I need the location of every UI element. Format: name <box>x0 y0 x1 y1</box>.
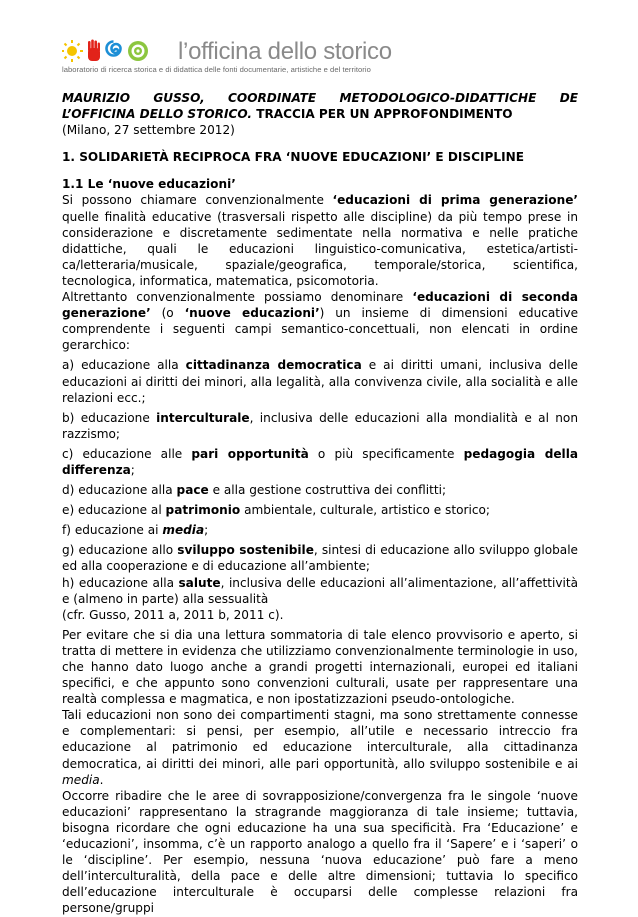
logo-tagline: laboratorio di ricerca storica e di didattica delle fonti documentarie, artistiche e del territorio <box>62 65 371 74</box>
text-run: c) educazione alle <box>62 446 192 461</box>
list-item-d <box>62 482 578 498</box>
text-run: b) educazione <box>62 410 157 425</box>
text-run: , inclusiva delle educazioni all’alimentazione, all’affettività e (almeno in parte) alla sessualità <box>62 575 578 606</box>
text-run: a) educazione alla <box>62 358 186 373</box>
text-run-bold: pedagogia della differenza <box>62 446 579 477</box>
paragraph-5: Occorre ribadire che le aree di sovrapposizione/convergenza fra le singole ‘nuove educazioni’ rappresentano la stragrande maggioranza di tale insieme; tuttavia, bisogna ricordare che ogni educazione ha una sua specificità. Fra ‘Educazione’ e ‘educazioni’, insomma, c’è un rapporto analogo a quello fra il ‘Sapere’ e i ‘saperi’ o le ‘discipline’. Per esempio, nessuna ‘nuova educazione’ può fare a meno dell’interculturalità, della pace e delle altre dimensioni; tuttavia lo specifico dell’educazione interculturale è occuparsi delle complesse relazioni fra persone/gruppi <box>62 788 578 916</box>
text-run-bold: sviluppo sostenibile <box>177 543 314 558</box>
paragraph-2 <box>62 289 578 353</box>
text-run: e alla gestione costruttiva dei conflitti; <box>208 483 447 498</box>
doc-date: (Milano, 27 settembre 2012) <box>62 123 235 138</box>
citation: (cfr. Gusso, 2011 a, 2011 b, 2011 c). <box>62 607 284 622</box>
doc-title-rest: TRACCIA PER UN APPROFONDIMENTO <box>251 107 513 122</box>
spiral-icon <box>107 42 121 56</box>
text-run: f) educazione ai <box>62 523 163 538</box>
flower-icon <box>128 41 148 61</box>
doc-title-italic: L’OFFICINA DELLO STORICO. <box>62 107 252 122</box>
text-run-bold: pace <box>176 483 209 498</box>
text-run: ; <box>204 523 209 538</box>
paragraph-4 <box>62 707 578 787</box>
list-item-f <box>62 522 578 538</box>
list-item-g <box>62 542 578 574</box>
document-body <box>62 90 578 917</box>
hand-icon <box>88 40 100 62</box>
text-run: o più specificamente <box>308 446 464 461</box>
text-run: Tali educazioni non sono dei compartimenti stagni, ma sono strettamente connesse e complementari: si pensi, per esempio, all’utile e necessario intreccio fra educazione al patrimonio ed educazione interculturale, alla cittadinanza democratica, ai diritti dei minori, alle pari opportunità, allo sviluppo sostenibile e ai <box>62 708 578 771</box>
header-logo <box>62 38 392 76</box>
text-run-bold: salute <box>178 575 221 590</box>
text-run-bold: ‘educazioni di prima generazione’ <box>332 193 578 208</box>
text-run: . <box>99 772 104 787</box>
logo-icons <box>62 38 172 64</box>
doc-title-line2 <box>62 106 578 122</box>
list-item-e <box>62 502 578 518</box>
list-item-b <box>62 410 578 442</box>
text-run: ) un insieme di dimensioni educative comprendente i seguenti campi semantico-concettuali, non elencati in ordine gerarchico: <box>62 306 579 353</box>
list-item-h <box>62 575 578 607</box>
text-run-bold: interculturale <box>156 410 250 425</box>
text-run: , sintesi di educazione allo sviluppo globale ed alla cooperazione e di educazione all’ambiente; <box>62 543 578 574</box>
text-run-bold-italic: media <box>162 523 205 538</box>
text-run-bold: cittadinanza democratica <box>185 358 362 373</box>
paragraph-1 <box>62 192 578 289</box>
text-run: , inclusiva delle educazioni alla mondialità e al non razzismo; <box>62 410 578 441</box>
text-run: Altrettanto convenzionalmente possiamo denominare <box>62 290 413 305</box>
text-run: g) educazione allo <box>62 543 178 558</box>
text-run: quelle finalità educative (trasversali rispetto alle discipline) da più tempo prese in considerazione e discretamente sedimentate nella normativa e nelle pratiche didattiche, quali le educazioni linguistico-comunicativa, estetica/artisti-ca/letteraria/musicale, spaziale/geografica, temporale/storica, scientifica, tecnologica, informatica, matematica, psicomotoria. <box>62 209 578 288</box>
section-title: 1. SOLIDARIETÀ RECIPROCA FRA ‘NUOVE EDUCAZIONI’ E DISCIPLINE <box>62 150 524 165</box>
text-run-bold: ‘educazioni di seconda generazione’ <box>62 290 578 321</box>
doc-title-line1: MAURIZIO GUSSO, COORDINATE METODOLOGICO-DIDATTICHE DE <box>62 91 578 105</box>
list-item-c <box>62 446 578 478</box>
logo-title: l’officina dello storico <box>178 38 392 65</box>
text-run: d) educazione alla <box>62 483 177 498</box>
text-run: ambientale, culturale, artistico e storico; <box>240 503 490 518</box>
list-item-a <box>62 357 578 405</box>
text-run: ; <box>130 462 135 477</box>
subsection-title: 1.1 Le ‘nuove educazioni’ <box>62 177 236 192</box>
text-run-bold: patrimonio <box>165 503 241 518</box>
sun-icon <box>62 40 83 62</box>
text-run-bold: pari opportunità <box>191 446 309 461</box>
text-run: e ai diritti umani, inclusiva delle educazioni ai diritti dei minori, alla legalità, alla convivenza civile, alla socialità e alle relazioni ecc.; <box>62 358 579 405</box>
text-run: h) educazione alla <box>62 575 179 590</box>
text-run-bold: ‘nuove educazioni’ <box>184 306 320 321</box>
text-run: Si possono chiamare convenzionalmente <box>62 193 333 208</box>
text-run: (o <box>150 306 185 321</box>
text-run: e) educazione al <box>62 503 166 518</box>
text-run-italic: media <box>62 772 100 787</box>
paragraph-3: Per evitare che si dia una lettura sommatoria di tale elenco provvisorio e aperto, si tratta di mettere in evidenza che utilizziamo convenzionalmente terminologie in uso, che hanno dato luogo anche a grandi progetti internazionali, europei ed italiani specifici, e che appunto sono convenzioni culturali, usate per rappresentare una realtà complessa e magmatica, e non ipostatizzazioni pseudo-ontologiche. <box>62 627 578 707</box>
